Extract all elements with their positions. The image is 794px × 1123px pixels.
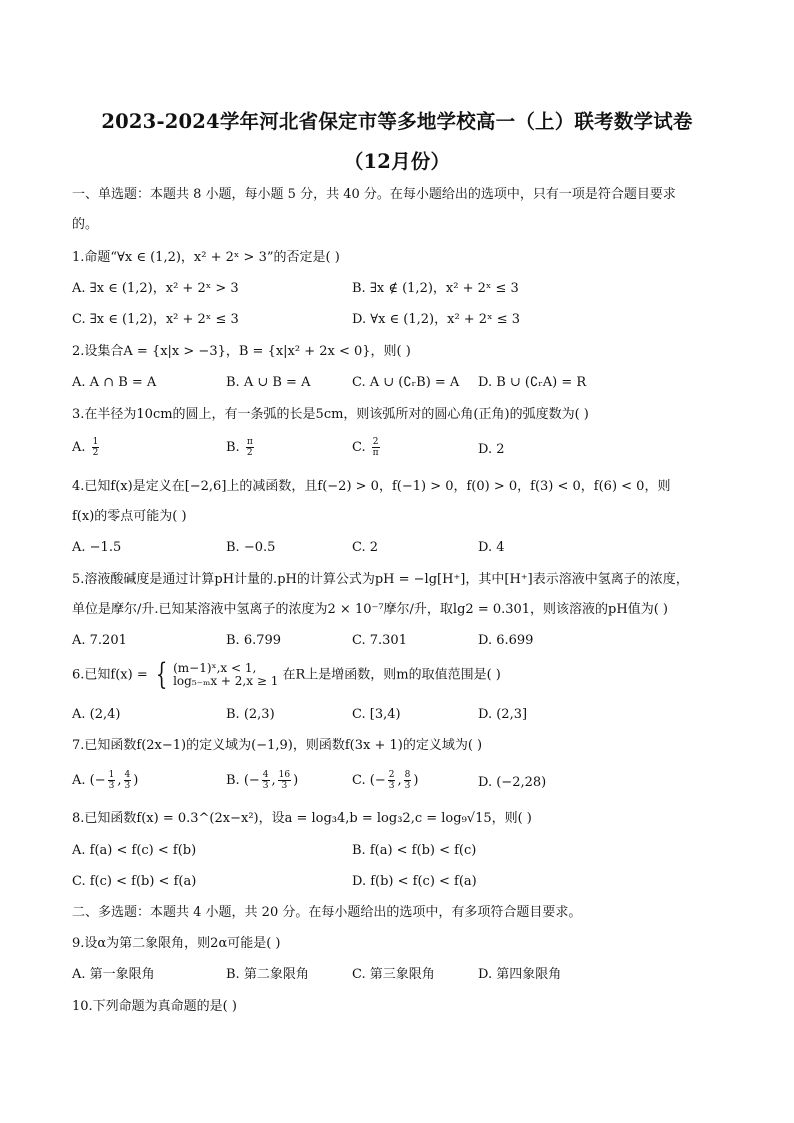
q7-stem: 7.已知函数f(2x−1)的定义域为(−1,9)，则函数f(3x + 1)的定义域为( ): [72, 738, 483, 753]
q3-b-denominator: 2: [246, 448, 253, 458]
q7-a-frac-2-num: 4: [124, 770, 131, 780]
q3-option-c: [352, 437, 382, 458]
q3-option-d: D. 2: [478, 442, 505, 457]
q8-option-d: D. f(b) < f(c) < f(a): [352, 874, 477, 889]
q7-c-frac-1-den: 3: [388, 781, 395, 791]
q10-stem: 10.下列命题为真命题的是( ): [72, 999, 237, 1014]
q2-stem: 2.设集合A = {x|x > −3}，B = {x|x² + 2x < 0}，则( ): [72, 344, 411, 359]
q7-c-frac-1-num: 2: [388, 770, 395, 780]
q9-option-a: A. 第一象限角: [72, 967, 155, 982]
exam-title: 2023-2024学年河北省保定市等多地学校高一（上）联考数学试卷: [101, 110, 693, 133]
section1-instructions: 一、单选题：本题共 8 小题，每小题 5 分，共 40 分。在每小题给出的选项中，只有一项是符合题目要求: [72, 187, 676, 202]
q3-option-b: [226, 437, 256, 458]
q2-option-d: D. B ∪ (∁ᵣA) = R: [478, 375, 587, 390]
q1-option-c: C. ∃x ∈ (1,2)，x² + 2ˣ ≤ 3: [72, 312, 239, 327]
q7-a-frac-1-num: 1: [108, 770, 115, 780]
q2-option-b: B. A ∪ B = A: [226, 375, 311, 390]
q7-option-c-label: C. (−: [352, 773, 386, 788]
q3-stem: 3.在半径为10cm的圆上，有一条弧的长是5cm，则该弧所对的圆心角(正角)的弧度数为( ): [72, 407, 589, 422]
q6-case-2: log₅₋ₘx + 2,x ≥ 1: [173, 674, 279, 688]
q2-option-c: C. A ∪ (∁ᵣB) = A: [352, 375, 460, 390]
q3-c-denominator: π: [372, 448, 379, 458]
q3-a-denominator: 2: [92, 448, 99, 458]
q4-stem-cont: f(x)的零点可能为( ): [72, 509, 187, 524]
q3-option-c-label: C.: [352, 440, 366, 455]
q6-option-b: B. (2,3): [226, 707, 275, 722]
q9-option-c: C. 第三象限角: [352, 967, 435, 982]
q3-a-numerator: 1: [92, 437, 99, 447]
q7-c-frac-1: [388, 770, 396, 791]
q4-option-b: B. −0.5: [226, 540, 276, 555]
q1-stem: 1.命题“∀x ∈ (1,2)，x² + 2ˣ > 3”的否定是( ): [72, 250, 340, 265]
q9-option-d: D. 第四象限角: [478, 967, 562, 982]
q3-c-numerator: 2: [372, 437, 379, 447]
q7-option-b-label: B. (−: [226, 773, 260, 788]
q7-b-frac-2: [278, 770, 291, 791]
q7-option-c: C. (− $\frac{2}{3}$ , $\frac{8}{3}$ ): [352, 770, 419, 791]
q7-option-a-label: A. (−: [72, 773, 106, 788]
q3-option-b-label: B.: [226, 440, 240, 455]
q7-a-frac-2-den: 3: [124, 781, 131, 791]
q7-a-frac-1: [108, 770, 116, 791]
q6-option-a: A. (2,4): [72, 707, 121, 722]
q5-option-a: A. 7.201: [72, 633, 127, 648]
q7-option-a: A. (− $\frac{1}{3}$ , $\frac{4}{3}$ ): [72, 770, 139, 791]
q7-c-frac-2-num: 8: [404, 770, 411, 780]
q6-case-1: (m−1)ˣ,x < 1,: [173, 661, 257, 675]
section2-instructions: 二、多选题：本题共 4 小题，共 20 分。在每小题给出的选项中，有多项符合题目要求。: [72, 905, 582, 920]
q9-option-b: B. 第二象限角: [226, 967, 309, 982]
q7-b-frac-1: [262, 770, 270, 791]
q4-stem: 4.已知f(x)是定义在[−2,6]上的减函数，且f(−2) > 0，f(−1) > 0，f(0) > 0，f(3) < 0，f(6) < 0，则: [72, 479, 671, 494]
q4-option-a: A. −1.5: [72, 540, 122, 555]
q8-option-b: B. f(a) < f(b) < f(c): [352, 843, 477, 858]
q7-option-d: D. (−2,28): [478, 775, 547, 790]
q8-option-a: A. f(a) < f(c) < f(b): [72, 843, 197, 858]
q3-option-c-fraction: [372, 437, 380, 458]
q7-option-b: B. (− $\frac{4}{3}$ , $\frac{16}{3}$ ): [226, 770, 299, 791]
q7-a-frac-2: [124, 770, 132, 791]
q1-option-d: D. ∀x ∈ (1,2)，x² + 2ˣ ≤ 3: [352, 312, 521, 327]
q6-option-d: D. (2,3]: [478, 707, 528, 722]
q3-option-a: [72, 437, 101, 458]
q2-option-a: A. A ∩ B = A: [72, 375, 157, 390]
q6-prefix: 6.已知f(x) =: [72, 667, 148, 683]
q7-b-frac-1-num: 4: [262, 770, 269, 780]
piecewise-brace-icon: {: [155, 657, 168, 692]
q3-option-a-label: A.: [72, 440, 86, 455]
q3-option-a-fraction: [92, 437, 100, 458]
q3-b-numerator: π: [246, 437, 253, 447]
q8-stem: 8.已知函数f(x) = 0.3^(2x−x²)，设a = log₃4,b = log₃2,c = log₉√15，则( ): [72, 811, 532, 826]
q1-option-a: A. ∃x ∈ (1,2)，x² + 2ˣ > 3: [72, 281, 239, 296]
q5-stem: 5.溶液酸碱度是通过计算pH计量的.pH的计算公式为pH = −lg[H⁺]，其中[H⁺]表示溶液中氢离子的浓度，: [72, 572, 689, 587]
q4-option-d: D. 4: [478, 540, 505, 555]
q3-option-b-fraction: [246, 437, 254, 458]
q7-a-frac-1-den: 3: [108, 781, 115, 791]
q5-option-c: C. 7.301: [352, 633, 407, 648]
q7-b-frac-2-den: 3: [281, 781, 288, 791]
q7-b-frac-1-den: 3: [262, 781, 269, 791]
q5-stem-cont: 单位是摩尔/升.已知某溶液中氢离子的浓度为2 × 10⁻⁷摩尔/升，取lg2 = 0.301，则该溶液的pH值为( ): [72, 602, 668, 617]
q4-option-c: C. 2: [352, 540, 379, 555]
q1-option-b: B. ∃x ∉ (1,2)，x² + 2ˣ ≤ 3: [352, 281, 519, 296]
q7-b-frac-2-num: 16: [278, 770, 291, 780]
q5-option-b: B. 6.799: [226, 633, 282, 648]
q6-stem: [72, 657, 501, 692]
q9-stem: 9.设α为第二象限角，则2α可能是( ): [72, 936, 281, 951]
q8-option-c: C. f(c) < f(b) < f(a): [72, 874, 197, 889]
q7-c-frac-2-den: 3: [404, 781, 411, 791]
q6-piecewise: [173, 662, 278, 688]
section1-instructions-cont: 的。: [72, 217, 99, 232]
exam-subtitle: （12月份）: [343, 150, 451, 173]
q7-c-frac-2: [404, 770, 412, 791]
q6-suffix: 在R上是增函数，则m的取值范围是( ): [282, 667, 501, 683]
q6-option-c: C. [3,4): [352, 707, 401, 722]
q5-option-d: D. 6.699: [478, 633, 534, 648]
